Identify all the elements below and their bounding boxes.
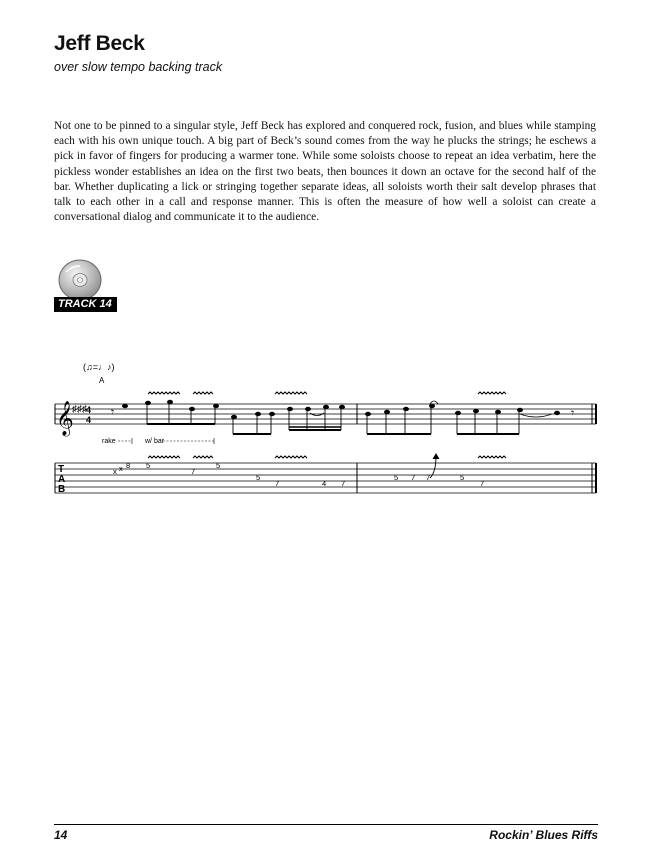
tab-barlines bbox=[55, 463, 596, 493]
vibrato-marks bbox=[148, 392, 506, 394]
treble-clef-icon: 𝄞 bbox=[56, 402, 74, 435]
technique-bar: w/ bar bbox=[145, 438, 165, 445]
rest-icon: 𝄾 bbox=[571, 406, 575, 420]
tab-number: x bbox=[119, 464, 123, 473]
music-notation bbox=[50, 350, 600, 500]
technique-rake: rake bbox=[102, 438, 116, 445]
tab-number: 5 bbox=[146, 461, 151, 470]
stems-beams bbox=[147, 402, 519, 434]
tab-number: 7 bbox=[341, 479, 346, 488]
page-number: 14 bbox=[54, 828, 68, 842]
tab-number: 5 bbox=[394, 473, 399, 482]
section-label: A bbox=[99, 376, 105, 385]
page-subtitle: over slow tempo backing track bbox=[54, 60, 223, 74]
tab-number: 7 bbox=[275, 479, 280, 488]
tab-number: 5 bbox=[256, 473, 261, 482]
tab-staff-lines bbox=[55, 463, 596, 493]
bend-arrow-icon bbox=[430, 454, 439, 478]
tab-letter: T bbox=[58, 464, 65, 475]
tab-number: 7 bbox=[411, 473, 416, 482]
page-title: Jeff Beck bbox=[54, 32, 145, 55]
tab-number: 8 bbox=[126, 461, 131, 470]
tab-number: 4 bbox=[322, 479, 327, 488]
tab-number: 5 bbox=[460, 473, 465, 482]
track-badge[interactable]: TRACK 14 bbox=[54, 297, 117, 312]
body-paragraph: Not one to be pinned to a singular style, Jeff Beck has explored and conquered rock, fusion, and blues while stamping each with his own unique touch. A big part of Beck’s sound comes from the way he plucks the strings; he eschews a pick in favor of fingers for producing a warmer tone. While some soloists choose to repeat an idea verbatim, here the pickless wonder establishes an idea on the first two beats, then bounces it down an octave for the second half of the bar. Whether duplicating a lick or stringing together separate ideas, all soloists worth their salt develop phrases that talk to each other in a call and response manner. This is often the measure of how well a soloist can create a conversational dialog and communicate it to the audience. bbox=[54, 120, 596, 224]
book-title: Rockin’ Blues Riffs bbox=[489, 828, 598, 842]
tab-letter: B bbox=[58, 484, 66, 495]
tempo-marking: (♫=♩♪) bbox=[83, 362, 115, 372]
tab-number: 7 bbox=[191, 467, 196, 476]
svg-text:4: 4 bbox=[86, 415, 92, 425]
time-signature: 4 bbox=[86, 405, 92, 415]
footer-rule bbox=[54, 824, 598, 825]
tab-number: 7 bbox=[426, 473, 431, 482]
key-signature: ♯♯♯ bbox=[72, 404, 87, 415]
tab-number: 5 bbox=[216, 461, 221, 470]
tab-number: x bbox=[113, 467, 117, 476]
tab-vibrato-marks bbox=[148, 456, 506, 458]
tab-letter: A bbox=[58, 474, 66, 485]
cd-icon bbox=[56, 258, 104, 302]
tab-number: 7 bbox=[480, 479, 485, 488]
rest-icon: 𝄾 bbox=[111, 405, 115, 419]
